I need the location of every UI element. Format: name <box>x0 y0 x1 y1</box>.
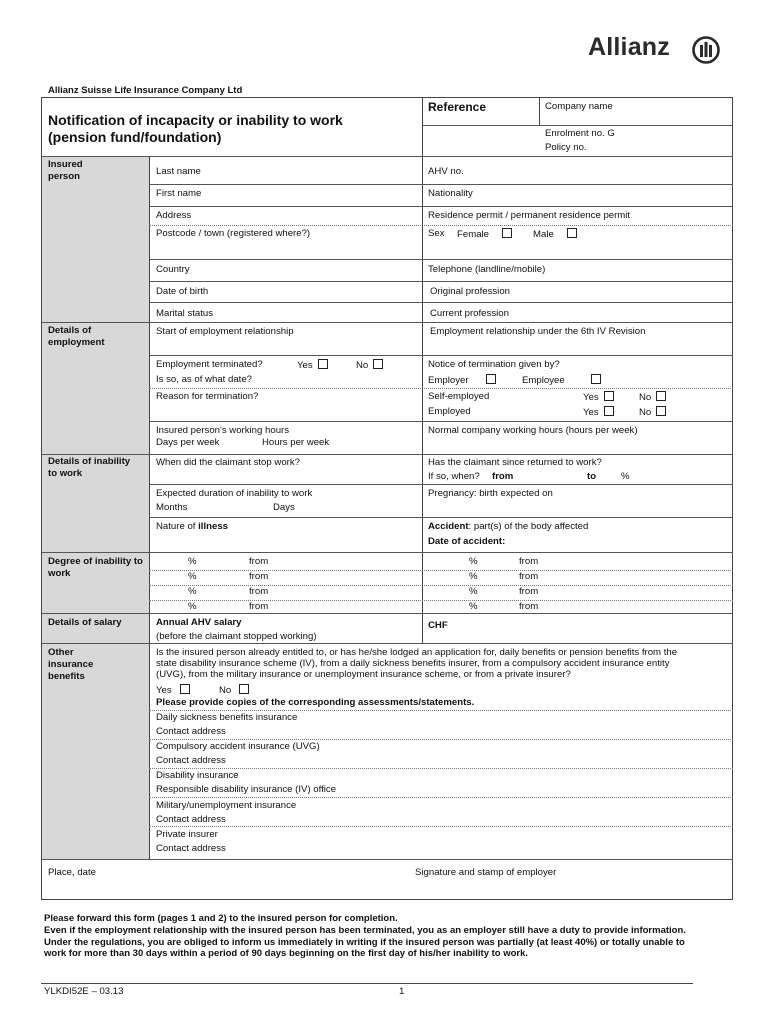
degree-right-percent-field-1[interactable]: % <box>469 556 478 567</box>
hours-per-week-field[interactable]: Hours per week <box>262 437 330 448</box>
degree-left-from-field-3[interactable]: from <box>249 586 269 597</box>
degree-left-from-field-2[interactable]: from <box>249 571 269 582</box>
military-insurance-field[interactable]: Military/unemployment insurance <box>156 800 297 811</box>
notice-employee-option[interactable] <box>522 374 601 387</box>
nationality-field[interactable]: Nationality <box>428 188 473 199</box>
place-date-field[interactable]: Place, date <box>48 867 97 878</box>
degree-left-percent-field-1[interactable]: % <box>188 556 197 567</box>
self-employed-yes-option[interactable] <box>583 391 614 404</box>
other-benefits-question-line2: state disability insurance scheme (IV), from a daily sickness benefits insurer, from a compulsory accident insurance entity <box>156 658 670 669</box>
sex-female-option[interactable] <box>457 228 512 241</box>
notice-employer-option[interactable] <box>428 374 496 387</box>
employer-signature-field[interactable]: Signature and stamp of employer <box>415 867 557 878</box>
return-when-label: If so, when? <box>428 471 480 482</box>
other-benefits-no-label: No <box>219 685 232 696</box>
allianz-eagle-icon <box>692 36 720 64</box>
annual-ahv-salary-label: Annual AHV salary <box>156 617 242 628</box>
sex-male-option[interactable] <box>533 228 577 241</box>
degree-left-percent-field-2[interactable]: % <box>188 571 197 582</box>
section-details-of-employment: Details of employment <box>48 325 105 348</box>
self-employed-yes-label: Yes <box>583 392 599 403</box>
employed-yes-checkbox[interactable] <box>604 406 614 416</box>
self-employed-label: Self-employed <box>428 391 490 402</box>
employment-6th-iv-field[interactable]: Employment relationship under the 6th IV Revision <box>430 326 646 337</box>
employee-label: Employee <box>522 375 565 386</box>
degree-right-from-field-4[interactable]: from <box>519 601 539 612</box>
female-label: Female <box>457 229 489 240</box>
residence-permit-field[interactable]: Residence permit / permanent residence permit <box>428 210 631 221</box>
company-name-field[interactable]: Company name <box>545 101 613 112</box>
other-benefits-no-option[interactable] <box>219 684 249 697</box>
private-insurer-contact-field[interactable]: Contact address <box>156 843 226 854</box>
return-percent-field[interactable]: % <box>621 471 630 482</box>
pregnancy-field[interactable]: Pregnancy: birth expected on <box>428 488 553 499</box>
self-employed-no-label: No <box>639 392 652 403</box>
working-hours-label: Insured person's working hours <box>156 425 290 436</box>
uvg-contact-field[interactable]: Contact address <box>156 755 226 766</box>
degree-right-percent-field-2[interactable]: % <box>469 571 478 582</box>
instructions-note <box>44 913 694 960</box>
male-checkbox[interactable] <box>567 228 577 238</box>
degree-right-from-field-3[interactable]: from <box>519 586 539 597</box>
other-benefits-yes-label: Yes <box>156 685 172 696</box>
page-number: 1 <box>399 986 405 997</box>
employer-label: Employer <box>428 375 469 386</box>
accident-date-field[interactable]: Date of accident: <box>428 536 506 547</box>
original-profession-field[interactable]: Original profession <box>430 286 510 297</box>
duration-days-field[interactable]: Days <box>273 502 295 513</box>
policy-number-field[interactable]: Policy no. <box>545 142 587 153</box>
days-per-week-field[interactable]: Days per week <box>156 437 220 448</box>
marital-status-field[interactable]: Marital status <box>156 308 214 319</box>
disability-insurance-field[interactable]: Disability insurance <box>156 770 239 781</box>
last-name-field[interactable]: Last name <box>156 166 201 177</box>
section-details-of-salary: Details of salary <box>48 617 122 628</box>
sex-label: Sex <box>428 228 445 239</box>
accident-label: Accident <box>428 521 469 532</box>
nature-of-illness-field[interactable] <box>156 521 228 533</box>
male-label: Male <box>533 229 554 240</box>
degree-right-percent-field-3[interactable]: % <box>469 586 478 597</box>
military-contact-field[interactable]: Contact address <box>156 814 226 825</box>
degree-right-from-field-2[interactable]: from <box>519 571 539 582</box>
section-label-column <box>42 156 149 859</box>
accident-body-parts-field[interactable] <box>428 521 588 533</box>
instructions-line1: Please forward this form (pages 1 and 2) to the insured person for completion. <box>44 913 398 924</box>
section-insured-person: Insured person <box>48 159 83 182</box>
other-benefits-yes-checkbox[interactable] <box>180 684 190 694</box>
employee-checkbox[interactable] <box>591 374 601 384</box>
female-checkbox[interactable] <box>502 228 512 238</box>
terminated-yes-option[interactable] <box>297 359 328 372</box>
telephone-field[interactable]: Telephone (landline/mobile) <box>428 264 546 275</box>
salary-before-stop-label: (before the claimant stopped working) <box>156 631 317 642</box>
postcode-town-field[interactable]: Postcode / town (registered where?) <box>156 228 311 239</box>
other-benefits-no-checkbox[interactable] <box>239 684 249 694</box>
other-benefits-question-line3: (UVG), from the military insurance or unemployment insurance scheme, or from a private insurer? <box>156 669 571 680</box>
degree-left-percent-field-4[interactable]: % <box>188 601 197 612</box>
employed-label: Employed <box>428 406 471 417</box>
instructions-line2: Even if the employment relationship with the insured person has been terminated, you as an employer still have a duty to provide information. Under the regulations, you are obliged to inform us immediately in writing if the insured person was partially (at least 40%) or totally unable to work for more than 30 days within a period of 90 days beginning on the first day of his/her inability to work. <box>44 924 686 960</box>
terminated-no-checkbox[interactable] <box>373 359 383 369</box>
degree-right-percent-field-4[interactable]: % <box>469 601 478 612</box>
allianz-logo-text: Allianz <box>588 33 670 61</box>
daily-sickness-insurance-field[interactable]: Daily sickness benefits insurance <box>156 712 298 723</box>
degree-left-percent-field-3[interactable]: % <box>188 586 197 597</box>
private-insurer-field[interactable]: Private insurer <box>156 829 218 840</box>
address-field[interactable]: Address <box>156 210 192 221</box>
notice-of-termination-label: Notice of termination given by? <box>428 359 560 370</box>
degree-left-from-field-1[interactable]: from <box>249 556 269 567</box>
form-title-line2: (pension fund/foundation) <box>48 129 222 145</box>
uvg-insurance-field[interactable]: Compulsory accident insurance (UVG) <box>156 741 320 752</box>
employed-yes-label: Yes <box>583 407 599 418</box>
reference-label: Reference <box>428 100 487 114</box>
self-employed-no-checkbox[interactable] <box>656 391 666 401</box>
normal-working-hours-field[interactable]: Normal company working hours (hours per week) <box>428 425 638 436</box>
terminated-no-label: No <box>356 360 369 371</box>
section-degree-of-inability: Degree of inability to work <box>48 556 143 579</box>
provide-copies-note: Please provide copies of the corresponding assessments/statements. <box>156 697 475 708</box>
expected-duration-label: Expected duration of inability to work <box>156 488 313 499</box>
stop-work-date-field[interactable]: When did the claimant stop work? <box>156 457 300 468</box>
other-benefits-question-line1: Is the insured person already entitled to, or has he/she lodged an application for, daily benefits or pension benefits from the <box>156 647 678 658</box>
iv-office-field[interactable]: Responsible disability insurance (IV) office <box>156 784 337 795</box>
section-other-insurance-benefits: Other insurance benefits <box>48 647 94 682</box>
enrolment-number-field[interactable]: Enrolment no. G <box>545 128 615 139</box>
employed-no-label: No <box>639 407 652 418</box>
self-employed-yes-checkbox[interactable] <box>604 391 614 401</box>
return-from-field[interactable]: from <box>492 471 514 482</box>
other-benefits-yes-option[interactable] <box>156 684 190 697</box>
terminated-no-option[interactable] <box>356 359 383 372</box>
form-code: YLKDI52E – 03.13 <box>44 986 124 997</box>
illness-label: illness <box>198 521 229 532</box>
salary-chf-field[interactable]: CHF <box>428 620 448 631</box>
employed-yes-option[interactable] <box>583 406 614 419</box>
employment-start-field[interactable]: Start of employment relationship <box>156 326 294 337</box>
degree-left-from-field-4[interactable]: from <box>249 601 269 612</box>
country-field[interactable]: Country <box>156 264 190 275</box>
returned-to-work-label: Has the claimant since returned to work? <box>428 457 602 468</box>
employed-no-checkbox[interactable] <box>656 406 666 416</box>
terminated-yes-checkbox[interactable] <box>318 359 328 369</box>
daily-sickness-contact-field[interactable]: Contact address <box>156 726 226 737</box>
employed-no-option[interactable] <box>639 406 666 419</box>
footer-divider <box>41 983 693 984</box>
first-name-field[interactable]: First name <box>156 188 202 199</box>
self-employed-no-option[interactable] <box>639 391 666 404</box>
termination-reason-field[interactable]: Reason for termination? <box>156 391 259 402</box>
ahv-number-field[interactable]: AHV no. <box>428 166 464 177</box>
nature-prefix: Nature of <box>156 521 199 532</box>
employer-checkbox[interactable] <box>486 374 496 384</box>
company-name: Allianz Suisse Life Insurance Company Ltd <box>48 85 243 96</box>
degree-right-from-field-1[interactable]: from <box>519 556 539 567</box>
duration-months-field[interactable]: Months <box>156 502 188 513</box>
accident-body-parts-label: : part(s) of the body affected <box>468 521 589 532</box>
form-title-line1: Notification of incapacity or inability to work <box>48 112 343 128</box>
employment-terminated-label: Employment terminated? <box>156 359 263 370</box>
form-title <box>48 112 343 146</box>
return-to-field[interactable]: to <box>587 471 597 482</box>
current-profession-field[interactable]: Current profession <box>430 308 509 319</box>
terminated-yes-label: Yes <box>297 360 313 371</box>
date-of-birth-field[interactable]: Date of birth <box>156 286 209 297</box>
section-details-of-inability: Details of inability to work <box>48 456 131 479</box>
termination-date-field[interactable]: Is so, as of what date? <box>156 374 252 385</box>
